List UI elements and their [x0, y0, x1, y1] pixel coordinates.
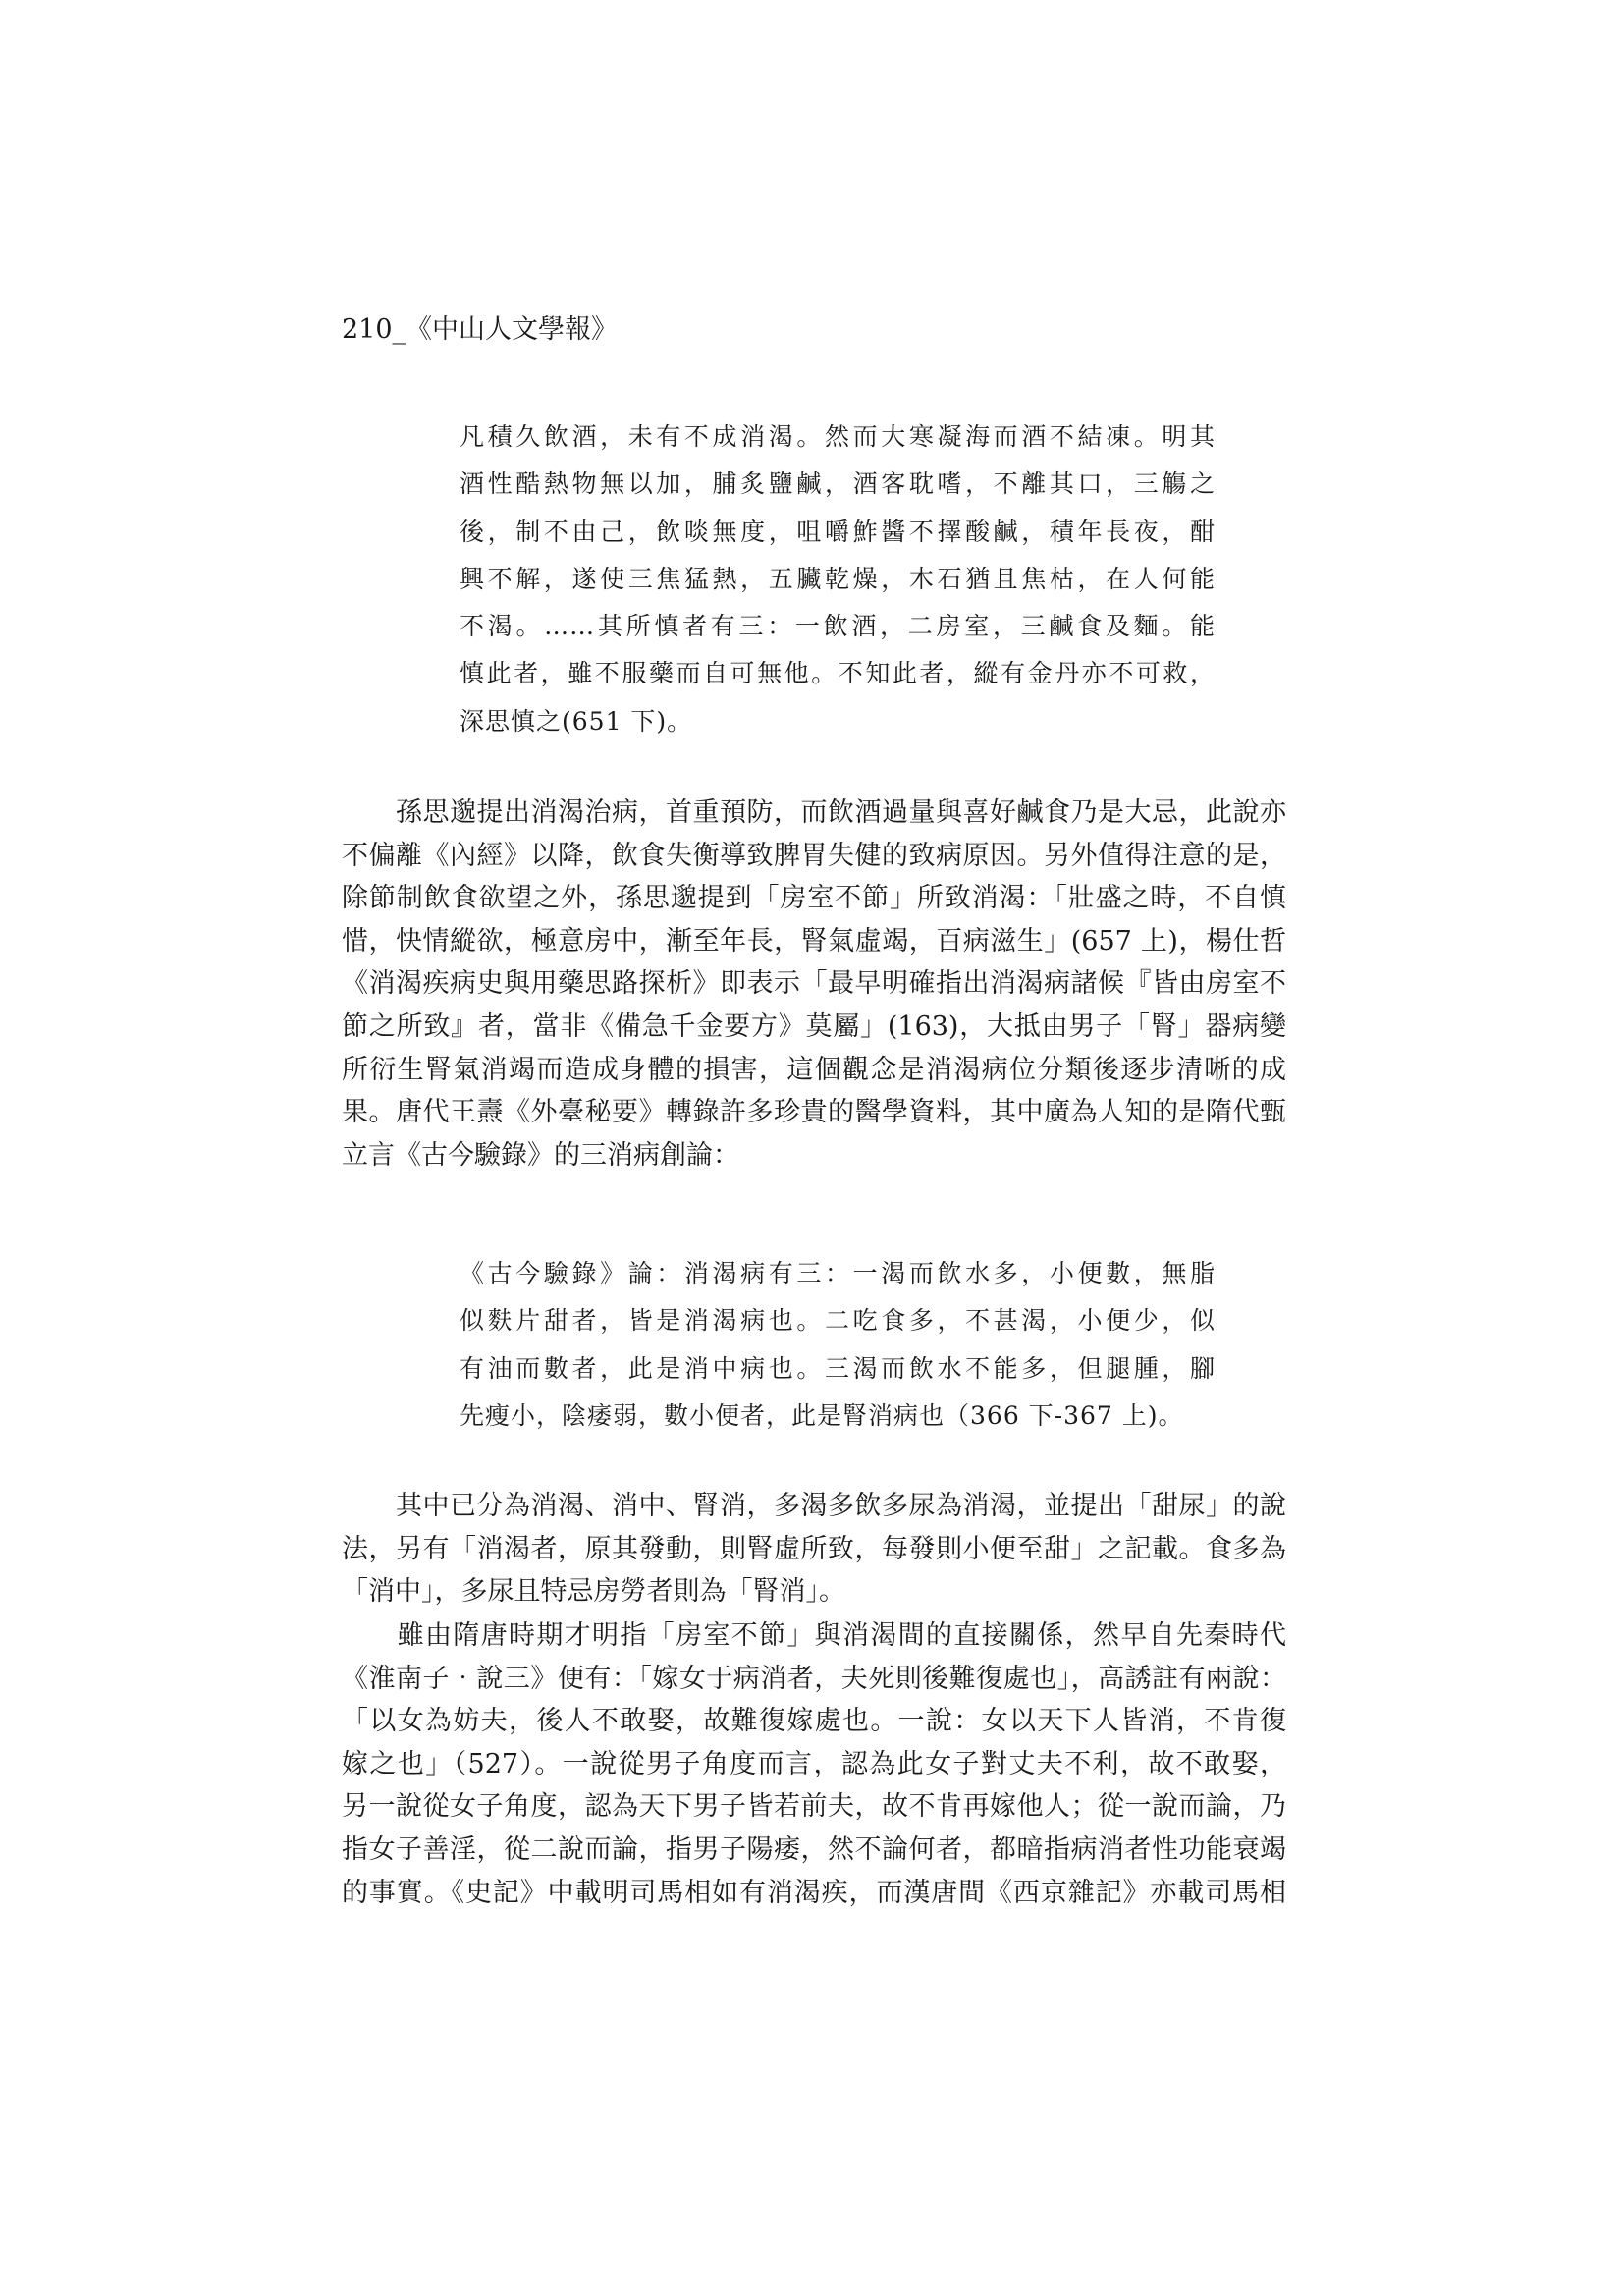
body-paragraph-3	[342, 1614, 1286, 1914]
paragraph-line: 除節制飲食欲望之外，孫思邈提到「房室不節」所致消渴：「壯盛之時，不自慎	[342, 883, 1286, 914]
body-paragraph-2	[342, 1485, 1286, 1613]
block-quote-qianjin	[460, 413, 1216, 745]
paragraph-line: 《消渴疾病史與用藥思路探析》即表示「最早明確指出消渴病諸候『皆由房室不	[342, 968, 1286, 1000]
quote-line: 深思慎之(651 下)。	[460, 706, 693, 736]
quote-line: 興不解，遂使三焦猛熱，五臟乾燥，木石猶且焦枯，在人何能	[460, 564, 1216, 593]
paragraph-line: 「消中」，多尿且特忌房勞者則為「腎消」。	[342, 1576, 845, 1608]
paragraph-line: 惜，快情縱欲，極意房中，漸至年長，腎氣虛竭，百病滋生」(657 上)，楊仕哲	[342, 925, 1286, 957]
paragraph-line: 雖由隋唐時期才明指「房室不節」與消渴間的直接關係，然早自先秦時代	[342, 1620, 1286, 1651]
paragraph-line: 另一說從女子角度，認為天下男子皆若前夫，故不肯再嫁他人；從一說而論，乃	[342, 1791, 1286, 1823]
block-quote-gujin-yanlu	[460, 1250, 1216, 1440]
quote-line: 後，制不由己，飲啖無度，咀嚼鮓醬不擇酸鹹，積年長夜，酣	[460, 517, 1216, 546]
quote-line: 先瘦小，陰痿弱，數小便者，此是腎消病也（366 下-367 上)。	[460, 1400, 1184, 1430]
paragraph-line: 「以女為妨夫，後人不敢娶，故難復嫁處也。一說：女以天下人皆消，不肯復	[342, 1706, 1286, 1737]
quote-line: 慎此者，雖不服藥而自可無他。不知此者，縱有金丹亦不可救，	[460, 659, 1216, 688]
paragraph-line: 其中已分為消渴、消中、腎消，多渴多飲多尿為消渴，並提出「甜尿」的說	[342, 1491, 1286, 1521]
paragraph-line: 的事實。《史記》中載明司馬相如有消渴疾，而漢唐間《西京雜記》亦載司馬相	[342, 1877, 1286, 1908]
quote-line: 凡積久飲酒，未有不成消渴。然而大寒凝海而酒不結凍。明其	[460, 422, 1216, 451]
quote-line: 似麩片甜者，皆是消渴病也。二吃食多，不甚渴，小便少，似	[460, 1306, 1216, 1336]
body-paragraph-1	[342, 792, 1286, 1176]
quote-line: 酒性酷熱物無以加，脯炙鹽鹹，酒客耽嗜，不離其口，三觴之	[460, 469, 1216, 499]
quote-line: 有油而數者，此是消中病也。三渴而飲水不能多，但腿腫，腳	[460, 1353, 1216, 1383]
paragraph-line: 果。唐代王燾《外臺秘要》轉錄許多珍貴的醫學資料，其中廣為人知的是隋代甄	[342, 1097, 1286, 1128]
quote-line: 《古今驗錄》論：消渴病有三：一渴而飲水多，小便數，無脂	[460, 1259, 1216, 1287]
paragraph-line: 法，另有「消渴者，原其發動，則腎虛所致，每發則小便至甜」之記載。食多為	[342, 1533, 1286, 1564]
running-head: 210_《中山人文學報》	[342, 314, 619, 345]
paragraph-line: 《淮南子‧說三》便有：「嫁女于病消者，夫死則後難復處也」，高誘註有兩說：	[342, 1663, 1286, 1694]
paragraph-line: 嫁之也」（527）。一說從男子角度而言，認為此女子對丈夫不利，故不敢娶，	[342, 1748, 1286, 1779]
quote-line: 不渴。……其所慎者有三：一飲酒，二房室，三鹹食及麵。能	[460, 612, 1216, 641]
paragraph-line: 所衍生腎氣消竭而造成身體的損害，這個觀念是消渴病位分類後逐步清晰的成	[342, 1054, 1286, 1085]
paragraph-line: 不偏離《內經》以降，飲食失衡導致脾胃失健的致病原因。另外值得注意的是，	[342, 840, 1286, 871]
paragraph-line: 立言《古今驗錄》的三消病創論：	[342, 1139, 739, 1171]
paragraph-line: 節之所致』者，當非《備急千金要方》莫屬」(163)，大抵由男子「腎」器病變	[342, 1011, 1286, 1042]
paragraph-line: 指女子善淫，從二說而論，指男子陽痿，然不論何者，都暗指病消者性功能衰竭	[342, 1833, 1286, 1865]
paragraph-line: 孫思邈提出消渴治病，首重預防，而飲酒過量與喜好鹹食乃是大忌，此說亦	[342, 797, 1286, 828]
